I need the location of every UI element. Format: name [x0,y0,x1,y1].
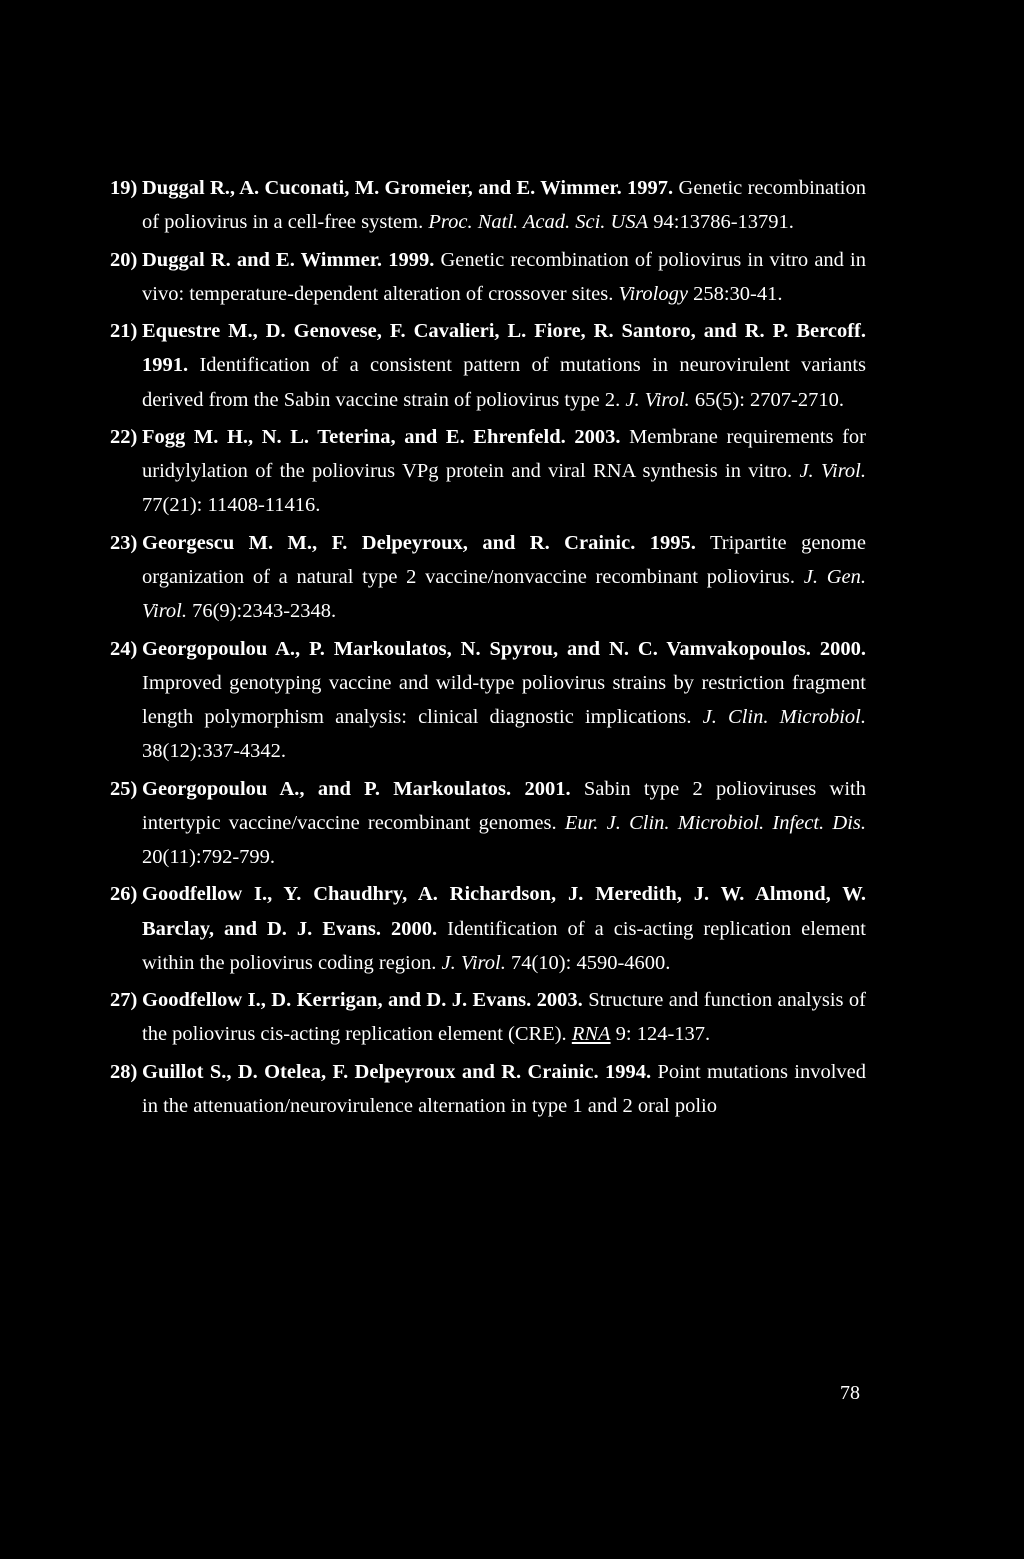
reference-journal: J. Virol. [625,388,690,411]
reference-journal: Virology [618,282,688,305]
reference-year: 2001. [524,777,571,800]
reference-title: Identification of a cis-acting replication element within the poliovirus coding region. [142,917,866,974]
reference-citation: 77(21): 11408-11416. [142,494,321,517]
reference-entry [110,314,866,417]
reference-title: Point mutations involved in the attenuation/neurovirulence alternation in type 1 and 2 oral polio [142,1060,866,1117]
reference-year: 1997. [627,177,674,199]
reference-year: 1995. [649,531,696,554]
reference-journal: Eur. J. Clin. Microbiol. Infect. Dis. [564,811,867,834]
reference-year: 1999. [388,248,435,271]
reference-citation: 258:30-41. [687,282,783,305]
reference-authors: Goodfellow I., Y. Chaudhry, A. Richardson, J. Meredith, J. W. Almond, W. Barclay, and D. J. Evans. [142,883,866,940]
reference-entry [110,171,866,239]
reference-journal: J. Virol. [799,460,866,483]
reference-title: Membrane requirements for uridylylation of the poliovirus VPg protein and viral RNA synthesis in vitro. [142,425,866,483]
reference-entry [110,877,866,980]
reference-year: 2003. [574,425,621,448]
reference-citation: 74(10): 4590-4600. [505,951,671,974]
reference-title: Genetic recombination of poliovirus in a cell-free system. [142,177,867,234]
reference-year: 1994. [604,1060,652,1083]
reference-title: Sabin type 2 polioviruses with intertypic vaccine/vaccine recombinant genomes. [142,777,866,834]
reference-title: Improved genotyping vaccine and wild-type poliovirus strains by restriction fragment length polymorphism analysis: clinical diagnostic implications. [142,671,866,728]
reference-number: 28) [110,1060,138,1083]
reference-journal: Proc. Natl. Acad. Sci. USA [428,211,649,234]
reference-year: 1991. [142,354,189,377]
reference-citation: 38(12):337-4342. [142,740,287,763]
reference-authors: Duggal R., A. Cuconati, M. Gromeier, and E. Wimmer. [142,177,628,199]
page-number: 78 [840,1382,860,1404]
reference-authors: Goodfellow I., D. Kerrigan, and D. J. Evans. [142,989,537,1012]
reference-journal: J. Gen. Virol. [142,565,866,623]
reference-number: 24) [110,637,138,660]
reference-authors: Georgopoulou A., P. Markoulatos, N. Spyrou, and N. C. Vamvakopoulos. [142,637,820,660]
reference-number: 20) [110,248,138,271]
reference-citation: 76(9):2343-2348. [186,600,337,623]
reference-number: 25) [110,777,138,800]
reference-number: 26) [110,883,138,906]
reference-year: 2000. [391,917,438,940]
reference-citation: 20(11):792-799. [142,845,276,868]
reference-journal: J. Clin. Microbiol. [702,705,866,728]
reference-number: 21) [110,320,138,343]
reference-journal: J. Virol. [441,951,506,974]
reference-authors: Georgopoulou A., and P. Markoulatos. [142,777,525,800]
reference-year: 2000. [819,637,866,660]
reference-entry [110,632,866,769]
reference-authors: Duggal R. and E. Wimmer. [142,248,389,271]
reference-title: Identification of a consistent pattern of mutations in neurovirulent variants derived from the Sabin vaccine strain of poliovirus type 2. [142,354,866,411]
reference-number: 23) [110,531,138,554]
reference-entry [110,526,866,629]
reference-citation: 65(5): 2707-2710. [689,388,844,411]
reference-year: 2003. [536,989,583,1012]
reference-entry [110,983,866,1051]
reference-title: Tripartite genome organization of a natural type 2 vaccine/nonvaccine recombinant poliovirus. [142,531,866,588]
reference-list [110,171,866,1123]
reference-citation: 94:13786-13791. [648,211,794,234]
reference-journal: RNA [571,1023,611,1046]
reference-entry [110,772,866,875]
reference-authors: Fogg M. H., N. L. Teterina, and E. Ehrenfeld. [142,425,575,448]
reference-number: 22) [110,425,138,448]
reference-authors: Equestre M., D. Genovese, F. Cavalieri, L. Fiore, R. Santoro, and R. P. Bercoff. [142,320,866,343]
reference-authors: Guillot S., D. Otelea, F. Delpeyroux and R. Crainic. [142,1060,605,1083]
reference-entry [110,420,866,523]
reference-title: Structure and function analysis of the poliovirus cis-acting replication element (CRE). [142,989,867,1046]
reference-entry [110,1055,866,1123]
reference-number: 27) [110,989,138,1012]
reference-title: Genetic recombination of poliovirus in vitro and in vivo: temperature-dependent alteration of crossover sites. [142,248,867,305]
reference-entry [110,243,866,311]
reference-number: 19) [110,177,138,199]
reference-citation: 9: 124-137. [610,1023,711,1046]
reference-authors: Georgescu M. M., F. Delpeyroux, and R. Crainic. [142,531,650,554]
